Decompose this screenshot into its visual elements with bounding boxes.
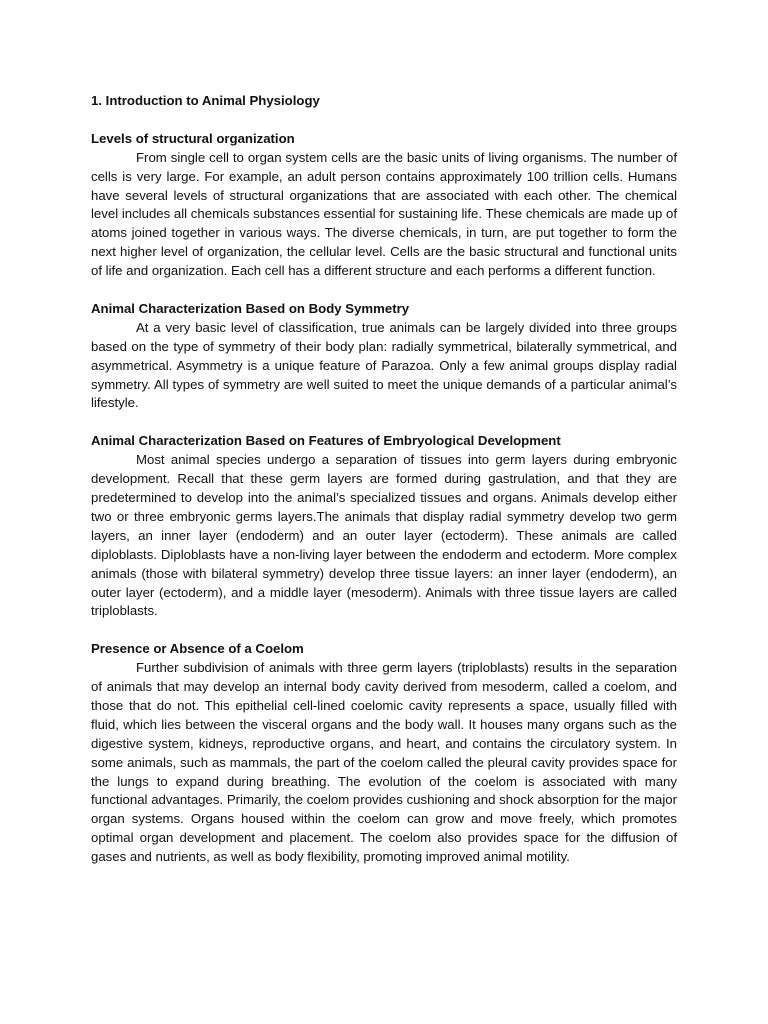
section-heading: Presence or Absence of a Coelom [91, 641, 304, 657]
section-heading: Animal Characterization Based on Body Symmetry [91, 300, 410, 316]
section-paragraph: From single cell to organ system cells are the basic units of living organisms. The number of cells is very large. For example, an adult person contains approximately 100 trillion cells. Humans have several levels of structural organizations that are associated with each other. The chemical level includes all chemicals substances essential for sustaining life. These chemicals are made up of atoms joined together in various ways. The diverse chemicals, in turn, are put together to form the next higher level of organization, the cellular level. Cells are the basic structural and functional units of life and organization. Each cell has a different structure and each performs a different function. [91, 149, 677, 279]
document-title: 1. Introduction to Animal Physiology [91, 93, 320, 108]
section-coelom [91, 640, 677, 867]
section-paragraph: Further subdivision of animals with three germ layers (triploblasts) results in the separation of animals that may develop an internal body cavity derived from mesoderm, called a coelom, and those that do not. This epithelial cell-lined coelomic cavity represents a space, usually filled with fluid, which lies between the visceral organs and the body wall. It houses many organs such as the digestive system, kidneys, reproductive organs, and heart, and contains the circulatory system. In some animals, such as mammals, the part of the coelom called the pleural cavity provides space for the lungs to expand during breathing. The evolution of the coelom is associated with many functional advantages. Primarily, the coelom provides cushioning and shock absorption for the major organ systems. Organs housed within the coelom can grow and move freely, which promotes optimal organ development and placement. The coelom also provides space for the diffusion of gases and nutrients, as well as body flexibility, promoting improved animal motility. [91, 660, 677, 865]
section-structural-organization [91, 130, 677, 281]
section-body-symmetry [91, 300, 677, 413]
section-heading: Levels of structural organization [91, 130, 295, 146]
document-page [91, 92, 677, 886]
section-embryological-development [91, 432, 677, 621]
section-paragraph: Most animal species undergo a separation of tissues into germ layers during embryonic development. Recall that these germ layers are formed during gastrulation, and that they are predetermined to develop into the animal’s specialized tissues and organs. Animals develop either two or three embryonic germs layers.The animals that display radial symmetry develop two germ layers, an inner layer (endoderm) and an outer layer (ectoderm). These animals are called diploblasts. Diploblasts have a non-living layer between the endoderm and ectoderm. More complex animals (those with bilateral symmetry) develop three tissue layers: an inner layer (endoderm), an outer layer (ectoderm), and a middle layer (mesoderm). Animals with three tissue layers are called triploblasts. [91, 452, 677, 619]
section-heading: Animal Characterization Based on Features of Embryological Development [91, 433, 561, 449]
section-paragraph: At a very basic level of classification, true animals can be largely divided into three groups based on the type of symmetry of their body plan: radially symmetrical, bilaterally symmetrical, and asymmetrical. Asymmetry is a unique feature of Parazoa. Only a few animal groups display radial symmetry. All types of symmetry are well suited to meet the unique demands of a particular animal’s lifestyle. [91, 319, 677, 411]
